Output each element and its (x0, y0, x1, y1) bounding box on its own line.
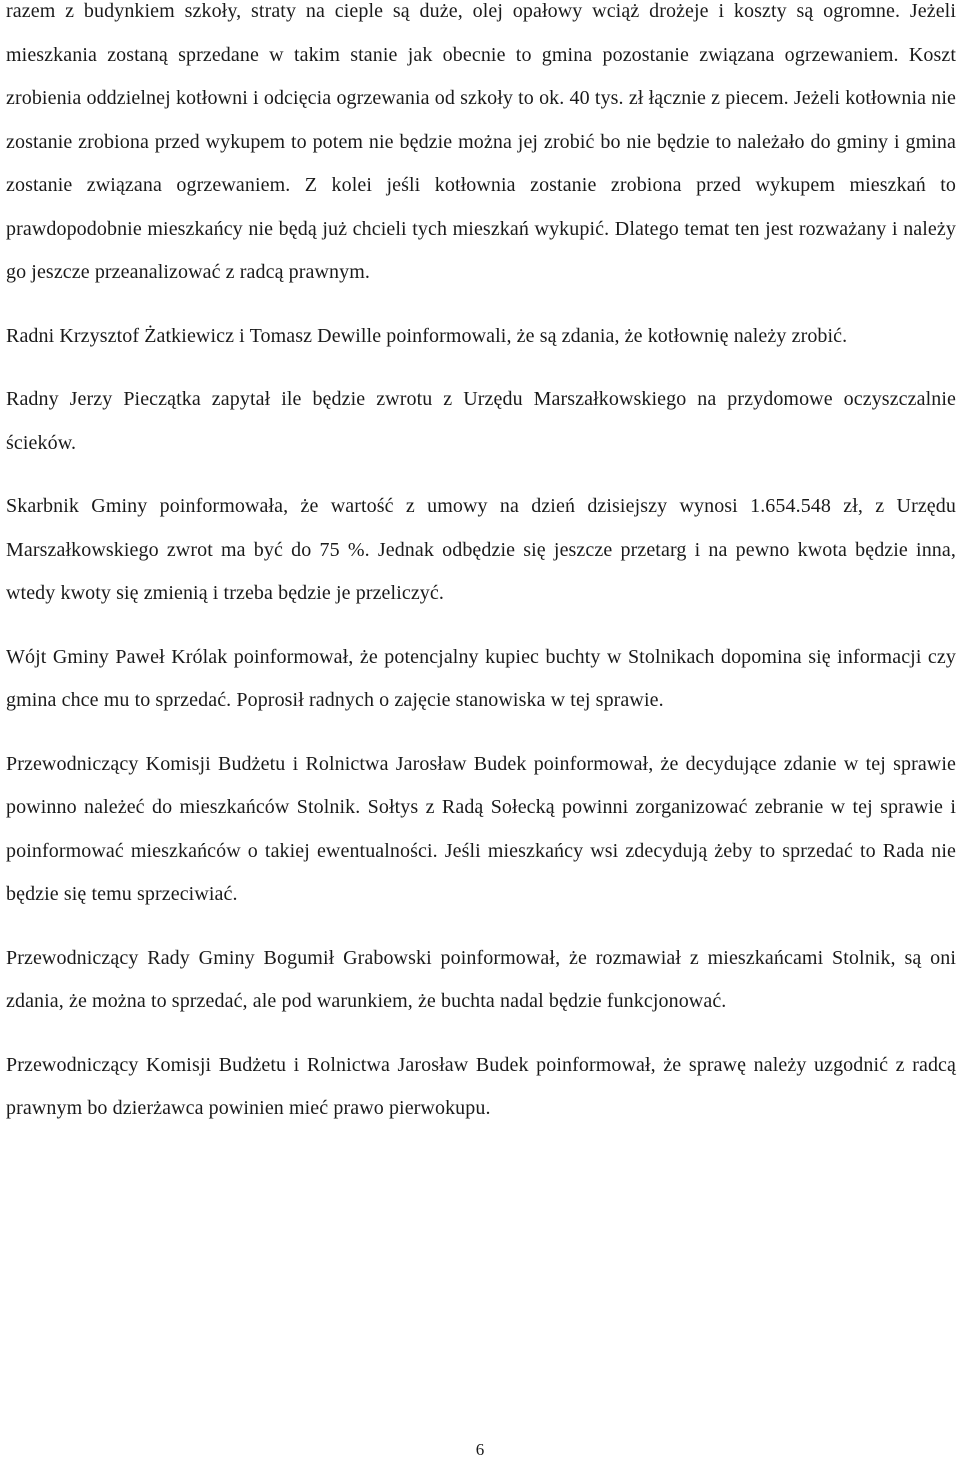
paragraph-sewage-refund-question: Radny Jerzy Pieczątka zapytał ile będzie zwrotu z Urzędu Marszałkowskiego na przydomowe oczyszczalnie ścieków. (6, 388, 956, 454)
document-page (6, 0, 956, 1151)
paragraph-legal-advisor-consultation: Przewodniczący Komisji Budżetu i Rolnictwa Jarosław Budek poinformował, że sprawę należy uzgodnić z radcą prawnym bo dzierżawca powinien mieć prawo pierwokupu. (6, 1053, 956, 1119)
page-number: 6 (475, 1440, 485, 1459)
paragraph-treasurer-answer: Skarbnik Gminy poinformowała, że wartość z umowy na dzień dzisiejszy wynosi 1.654.548 zł, z Urzędu Marszałkowskiego zwrot ma być do 75 %. Jednak odbędzie się jeszcze przetarg i na pewno kwota będzie inna, wtedy kwoty się zmienią i trzeba będzie je przeliczyć. (6, 495, 956, 604)
paragraph-mayor-buyer-info: Wójt Gminy Paweł Królak poinformował, że potencjalny kupiec buchty w Stolnikach dopomina się informacji czy gmina chce mu to sprzedać. Poprosił radnych o zajęcie stanowiska w tej sprawie. (6, 645, 956, 711)
paragraph-heating-costs: razem z budynkiem szkoły, straty na cieple są duże, olej opałowy wciąż drożeje i koszty są ogromne. Jeżeli mieszkania zostaną sprzedane w takim stanie jak obecnie to gmina pozostanie związana ogrzewaniem. Koszt zrobienia oddzielnej kotłowni i odcięcia ogrzewania od szkoły to ok. 40 tys. zł łącznie z piecem. Jeżeli kotłownia nie zostanie zrobiona przed wykupem to potem nie będzie można jej zrobić bo nie będzie to należało do gminy i gmina zostanie związana ogrzewaniem. Z kolei jeśli kotłownia zostanie zrobiona przed wykupem mieszkań to prawdopodobnie mieszkańcy nie będą już chcieli tych mieszkań wykupić. Dlatego temat ten jest rozważany i należy go jeszcze przeanalizować z radcą prawnym. (6, 0, 956, 283)
paragraph-council-chairman-opinion: Przewodniczący Rady Gminy Bogumił Grabowski poinformował, że rozmawiał z mieszkańcami Stolnik, są oni zdania, że można to sprzedać, ale pod warunkiem, że buchta nadal będzie funkcjonować. (6, 946, 956, 1012)
paragraph-budget-committee-decision: Przewodniczący Komisji Budżetu i Rolnictwa Jarosław Budek poinformował, że decydujące zdanie w tej sprawie powinno należeć do mieszkańców Stolnik. Sołtys z Radą Sołecką powinni zorganizować zebranie w tej sprawie i poinformować mieszkańców o takiej ewentualności. Jeśli mieszkańcy wsi zdecydują żeby to sprzedać to Rada nie będzie się temu sprzeciwiać. (6, 752, 956, 905)
paragraph-councillors-boiler-opinion: Radni Krzysztof Żatkiewicz i Tomasz Dewille poinformowali, że są zdania, że kotłownię należy zrobić. (6, 324, 848, 347)
